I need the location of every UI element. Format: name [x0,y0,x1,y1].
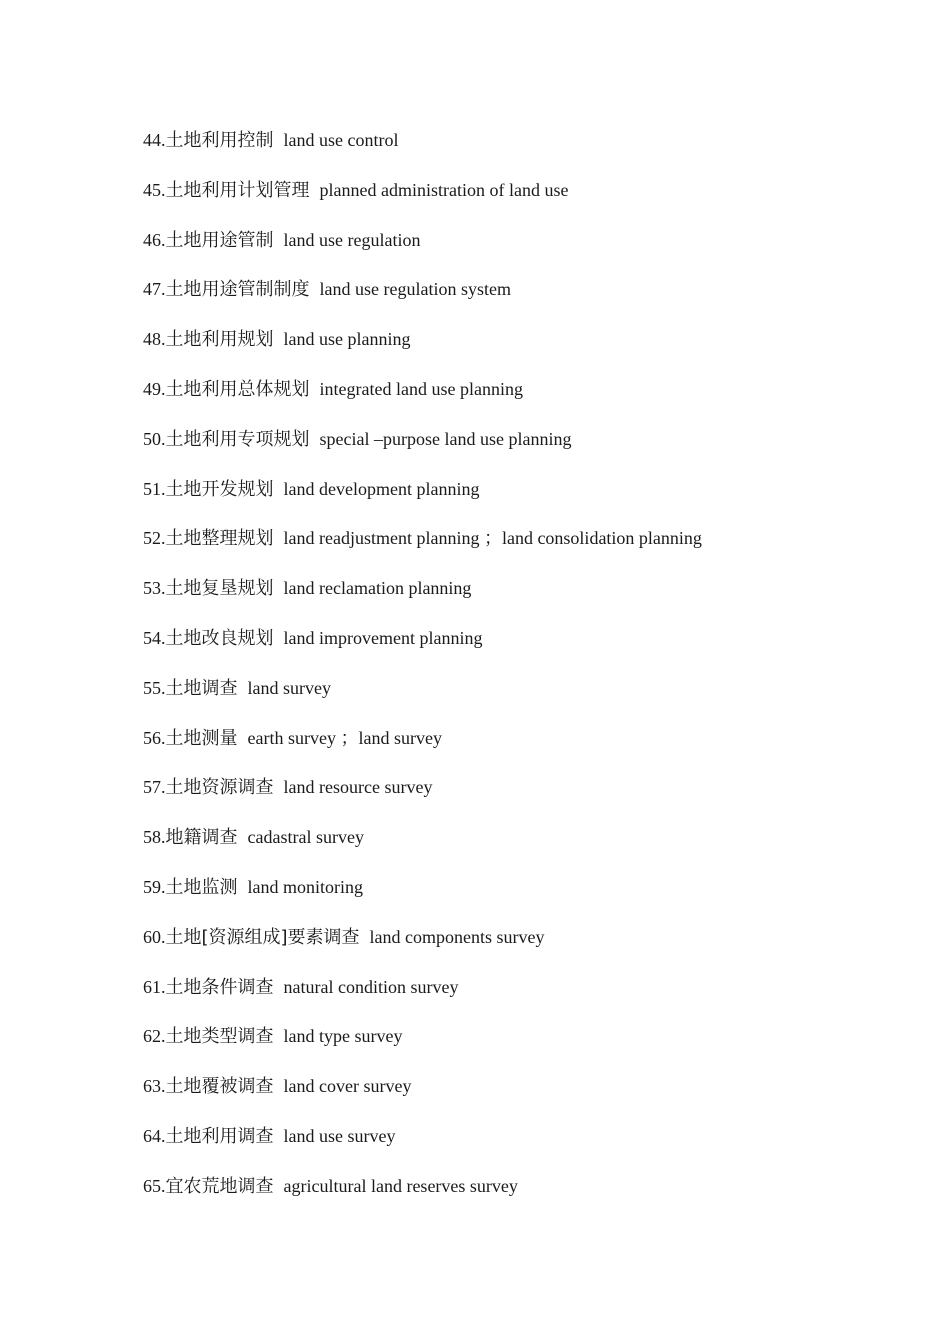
entry-chinese-term: 土地用途管制 [165,229,274,251]
entry-number: 59. [143,876,166,897]
entry-chinese-term: 地籍调查 [165,827,238,849]
entry-english-term: cadastral survey [247,827,364,848]
list-item [143,1123,923,1173]
list-item [143,824,923,874]
entry-english-term: land development planning [283,478,480,499]
entry-number: 46. [143,229,166,250]
list-item [143,376,923,426]
entry-number: 49. [143,378,166,399]
entry-chinese-term: 土地整理规划 [165,528,274,550]
entry-english-term: land type survey [283,1026,403,1047]
entry-number: 48. [143,329,166,350]
entry-number: 57. [143,777,166,798]
list-item [143,974,923,1024]
entry-chinese-term: 土地类型调查 [165,1026,274,1048]
list-item [143,476,923,526]
list-item [143,276,923,326]
entry-chinese-term: 土地资源调查 [165,777,274,799]
list-item [143,575,923,625]
list-item [143,725,923,775]
list-item [143,227,923,277]
entry-english-term: agricultural land reserves survey [283,1175,518,1196]
list-item [143,177,923,227]
list-item [143,675,923,725]
glossary-list [143,127,923,1223]
entry-number: 50. [143,428,166,449]
entry-number: 55. [143,677,166,698]
entry-chinese-term: 土地开发规划 [165,478,274,500]
entry-chinese-term: 土地监测 [165,876,238,898]
entry-chinese-term: 土地[资源组成]要素调查 [165,926,360,948]
list-item [143,127,923,177]
entry-chinese-term: 土地覆被调查 [165,1076,274,1098]
list-item [143,874,923,924]
entry-number: 61. [143,976,166,997]
entry-number: 64. [143,1125,166,1146]
entry-english-term: land use survey [283,1125,396,1146]
list-item [143,525,923,575]
entry-number: 52. [143,528,166,549]
entry-english-term: land resource survey [283,777,433,798]
entry-chinese-term: 土地利用总体规划 [165,378,310,400]
entry-number: 47. [143,279,166,300]
entry-chinese-term: 土地利用控制 [165,130,274,151]
entry-chinese-term: 宜农荒地调查 [165,1175,274,1197]
entry-chinese-term: 土地用途管制制度 [165,279,310,301]
entry-english-term: land reclamation planning [283,578,472,599]
entry-english-term: special –purpose land use planning [319,428,572,449]
entry-number: 63. [143,1076,166,1097]
entry-number: 53. [143,578,166,599]
list-item [143,1173,923,1223]
entry-english-term: land components survey [369,926,545,947]
list-item [143,625,923,675]
entry-number: 58. [143,827,166,848]
entry-english-term: natural condition survey [283,976,459,997]
entry-chinese-term: 土地改良规划 [165,627,274,649]
entry-chinese-term: 土地条件调查 [165,976,274,998]
entry-english-term: land readjustment planning ；land consolidation planning [283,528,702,549]
entry-english-term: land use regulation [283,229,421,250]
entry-english-term: land cover survey [283,1076,412,1097]
entry-chinese-term: 土地利用计划管理 [165,179,310,201]
entry-english-term: land use planning [283,329,411,350]
entry-english-term: land use control [283,130,399,150]
entry-chinese-term: 土地利用专项规划 [165,428,310,450]
entry-english-term: land survey [247,677,331,698]
entry-chinese-term: 土地利用规划 [165,329,274,351]
entry-english-term: planned administration of land use [319,179,569,200]
entry-number: 54. [143,627,166,648]
entry-chinese-term: 土地复垦规划 [165,578,274,600]
entry-number: 60. [143,926,166,947]
entry-number: 45. [143,179,166,200]
entry-english-term: land use regulation system [319,279,511,300]
entry-number: 51. [143,478,166,499]
entry-english-term: land improvement planning [283,627,483,648]
entry-number: 65. [143,1175,166,1196]
list-item [143,774,923,824]
list-item [143,326,923,376]
entry-chinese-term: 土地调查 [165,677,238,699]
entry-english-term: integrated land use planning [319,378,523,399]
list-item [143,1073,923,1123]
entry-number: 56. [143,727,166,748]
entry-chinese-term: 土地测量 [165,727,238,749]
entry-number: 62. [143,1026,166,1047]
entry-english-term: earth survey ；land survey [247,727,442,748]
entry-chinese-term: 土地利用调查 [165,1125,274,1147]
list-item [143,1023,923,1073]
entry-number: 44. [143,130,166,150]
entry-english-term: land monitoring [247,876,363,897]
list-item [143,924,923,974]
list-item [143,426,923,476]
